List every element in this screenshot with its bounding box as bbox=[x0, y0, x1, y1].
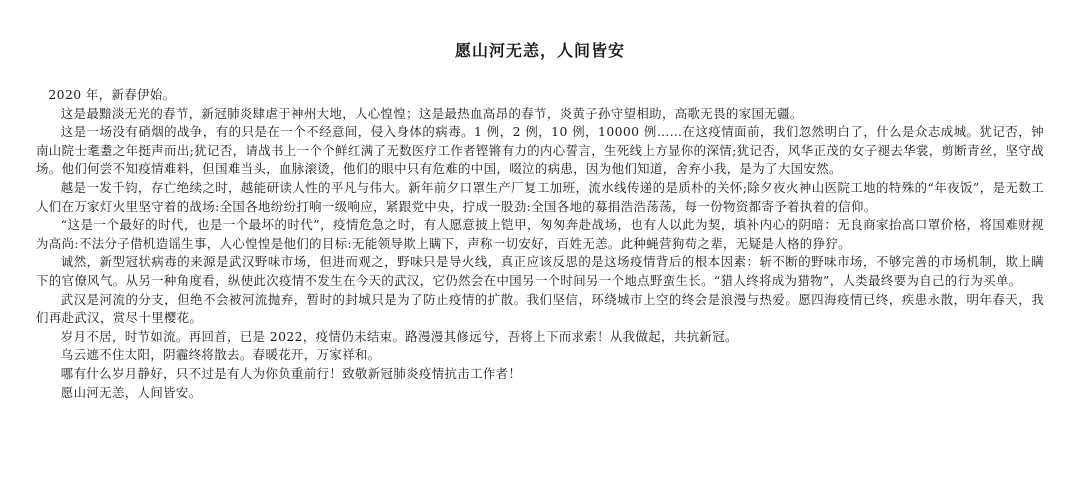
document-title: 愿山河无恙，人间皆安 bbox=[454, 41, 625, 60]
paragraph-6: 诚然，新型冠状病毒的来源是武汉野味市场，但进而观之，野味只是导火线，真正应该反思的是这场疫情背后的根本因素：斩不断的野味市场，不够完善的市场机制，欺上瞒下的官僚风气。从另一种角度看，纵使此次疫情不发生在今天的武汉，它仍然会在中国另一个时间另一个地点野蛮生长。“猎人终将成为猎物”，人类最终要为自己的行为买单。 bbox=[36, 254, 1044, 288]
paragraph-2: 这是最黯淡无光的春节，新冠肺炎肆虐于神州大地，人心惶惶；这是最热血高昂的春节，炎黄子孙守望相助，高歌无畏的家国无疆。 bbox=[60, 105, 803, 121]
paragraph-11: 愿山河无恙，人间皆安。 bbox=[60, 384, 202, 400]
paragraph-9: 乌云遮不住太阳，阴霾终将散去。春暖花开，万家祥和。 bbox=[60, 347, 381, 363]
paragraph-10: 哪有什么岁月静好，只不过是有人为你负重前行！致敬新冠肺炎疫情抗击工作者！ bbox=[60, 365, 522, 381]
paragraph-4: 越是一发千钧，存亡绝续之时，越能研读人性的平凡与伟大。新年前夕口罩生产厂复工加班，流水线传递的是质朴的关怀;除夕夜火神山医院工地的特殊的“年夜饭”，是无数工人们在万家灯火里坚守着的战场:全国各地纷纷打响一级响应，紧跟党中央，拧成一股劲:全国各地的募捐浩浩荡荡，每一份物资都寄予着执着的信仰。 bbox=[36, 179, 1044, 214]
document-body bbox=[36, 86, 1044, 402]
paragraph-5: “这是一个最好的时代，也是一个最坏的时代”，疫情危急之时，有人愿意披上铠甲，匆匆奔赴战场，也有人以此为契，填补内心的阴暗：无良商家抬高口罩价格，将国难财视为高尚:不法分子借机造谣生事，人心惶惶是他们的目标:无能领导欺上瞒下，声称一切安好，百姓无恙。此种蝇营狗苟之辈，无疑是人格的狰狞。 bbox=[36, 217, 1044, 251]
paragraph-7: 武汉是河流的分支，但绝不会被河流抛弃，暂时的封城只是为了防止疫情的扩散。我们坚信，环绕城市上空的终会是浪漫与热爱。愿四海疫情已终，疾患永散，明年春天，我们再赴武汉，赏尽十里樱花。 bbox=[36, 291, 1044, 326]
paragraph-1: 2020 年，新春伊始。 bbox=[48, 87, 176, 102]
paragraph-3: 这是一场没有硝烟的战争，有的只是在一个不经意间，侵入身体的病毒。1 例，2 例，10 例，10000 例……在这疫情面前，我们忽然明白了，什么是众志成城。犹记否，钟南山院士耄耋之年挺声而出;犹记否，请战书上一个个鲜红满了无数医疗工作者铿锵有力的内心誓言，生死线上方显你的深情;犹记否，风华正茂的女子褪去华裳，剪断青丝，坚守战场。他们何尝不知疫情难料，但国难当头，血脉滚烫，他们的眼中只有危难的中国，啜泣的病患，因为他们知道，舍弃小我，是为了大国安然。 bbox=[36, 124, 1044, 177]
paragraph-8: 岁月不居，时节如流。再回首，已是 2022，疫情仍未结束。路漫漫其修远兮，吾将上下而求索！从我做起，共抗新冠。 bbox=[60, 328, 738, 344]
